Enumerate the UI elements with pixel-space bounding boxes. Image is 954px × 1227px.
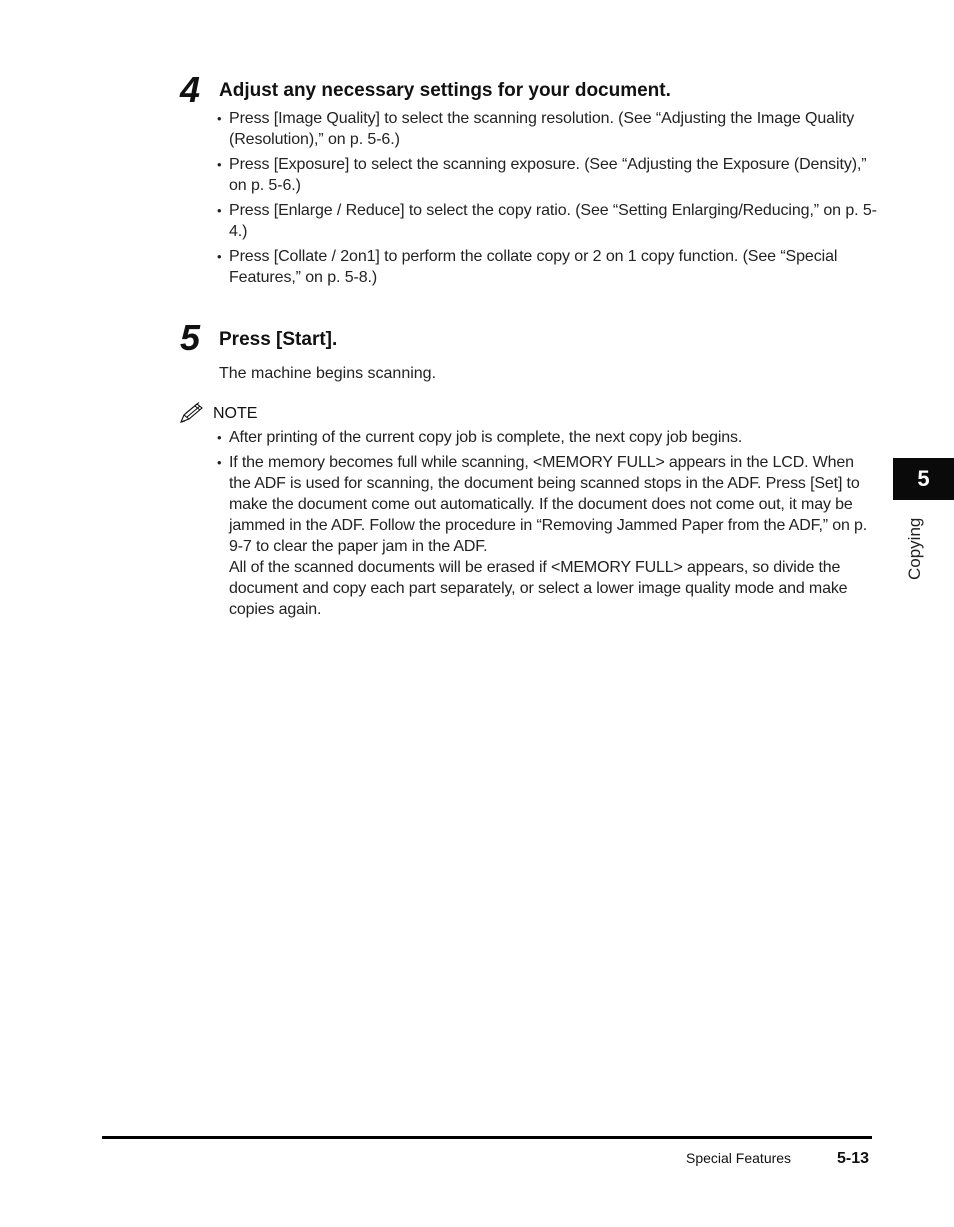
note-bullet-continuation: All of the scanned documents will be erased if <MEMORY FULL> appears, so divide the document and copy each part separately, or select a lower image quality mode and make copies again.	[229, 559, 848, 618]
note-bullet-text: After printing of the current copy job is complete, the next copy job begins.	[229, 429, 743, 446]
list-item: • Press [Enlarge / Reduce] to select the copy ratio. (See “Setting Enlarging/Reducing,” on p. 5-4.)	[217, 200, 877, 242]
pencil-note-icon	[178, 402, 206, 426]
note-label: NOTE	[213, 405, 258, 422]
note-bullet-list	[217, 427, 877, 624]
list-item	[217, 427, 877, 448]
step-5-description: The machine begins scanning.	[219, 365, 437, 382]
note-bullet-text: If the memory becomes full while scanning, <MEMORY FULL> appears in the LCD. When the ADF is used for scanning, the document being scanned stops in the ADF. Press [Set] to make the document come out automatically. If the document does not come out, it may be jammed in the ADF. Follow the procedure in “Removing Jammed Paper from the ADF,” on p. 9-7 to clear the paper jam in the ADF.	[229, 454, 868, 555]
step-4-bullet-list	[217, 108, 877, 292]
chapter-tab: 5	[893, 458, 954, 500]
page-number: 5-13	[837, 1150, 870, 1167]
step-number: 5	[180, 317, 201, 358]
list-item: • Press [Exposure] to select the scanning exposure. (See “Adjusting the Exposure (Density),” on p. 5-6.)	[217, 154, 877, 196]
step-title: Adjust any necessary settings for your document.	[219, 80, 671, 101]
footer-section-title: Special Features	[686, 1150, 792, 1166]
list-item: • Press [Image Quality] to select the scanning resolution. (See “Adjusting the Image Quality (Resolution),” on p. 5-6.)	[217, 108, 877, 150]
chapter-label: Copying	[905, 517, 924, 580]
footer-divider	[102, 1136, 872, 1139]
step-title: Press [Start].	[219, 329, 338, 350]
list-item	[217, 452, 877, 620]
list-item: • Press [Collate / 2on1] to perform the collate copy or 2 on 1 copy function. (See “Special Features,” on p. 5-8.)	[217, 246, 877, 288]
step-number: 4	[180, 69, 201, 110]
